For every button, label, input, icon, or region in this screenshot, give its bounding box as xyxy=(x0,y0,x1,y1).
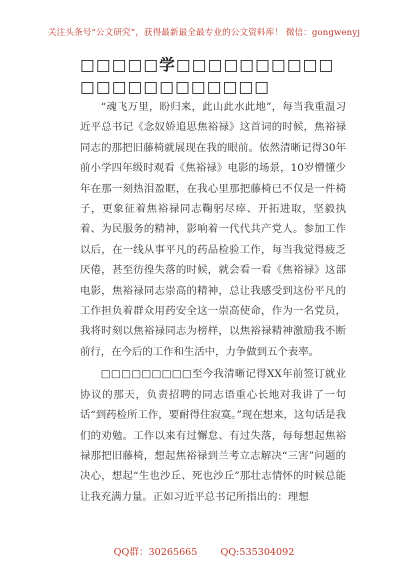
document-title: □□□□□学□□□□□□□□□□□□□□□□□□□□□□ xyxy=(80,56,335,96)
body-paragraph-2: □□□□□□□□□至今我清晰记得XX年前签订就业协议的那天，负责招聘的同志语重心长地对我讲了一句话“到药检所工作，要耐得住寂寞。”现在想来，这句话是我们的劝勉。工作以来有过懈怠、有过失落，每每想起焦裕禄那把旧藤椅，想起焦裕禄到兰考立志解决“三害”问题的决心，想起“生也沙丘、死也沙丘”那壮志情怀的时候总能让我充满力量。正如习近平总书记所指出的：理想 xyxy=(80,368,346,503)
body-paragraph-1: “魂飞万里，盼归来，此山此水此地”，每当我重温习近平总书记《念奴娇追思焦裕禄》这首词的时候，焦裕禄同志的那把旧藤椅就展现在我的眼前。依然清晰记得30年前小学四年级时观看《焦裕禄》电影的场景，10岁懵懂少年在那一刻热泪盈眶，在我心里那把藤椅已不仅是一件椅子，更象征着焦裕禄同志鞠躬尽瘁、开拓进取，坚毅执着、为民服务的精神，影响着一代代共产党人。参加工作以后，在一线从事平凡的药品检验工作，每当我觉得疲乏厌倦，甚至彷徨失落的时候，就会看一看《焦裕禄》这部电影，焦裕禄同志崇高的精神，总让我感受到这份平凡的工作担负着群众用药安全这一崇高使命，作为一名党员，我将时刻以焦裕禄同志为榜样，以焦裕禄精神激励我不断前行，在今后的工作和生活中，力争做到五个表率。 xyxy=(80,101,346,358)
footer-qq-group: QQ群：30265665 xyxy=(113,547,198,558)
promo-banner: 关注头条号“公文研究”，获得最新最全最专业的公文资料库！ 微信：gongwenyj xyxy=(47,28,361,38)
document-body xyxy=(80,97,346,507)
page-footer xyxy=(0,544,408,558)
footer-qq: QQ:535304092 xyxy=(220,547,295,558)
